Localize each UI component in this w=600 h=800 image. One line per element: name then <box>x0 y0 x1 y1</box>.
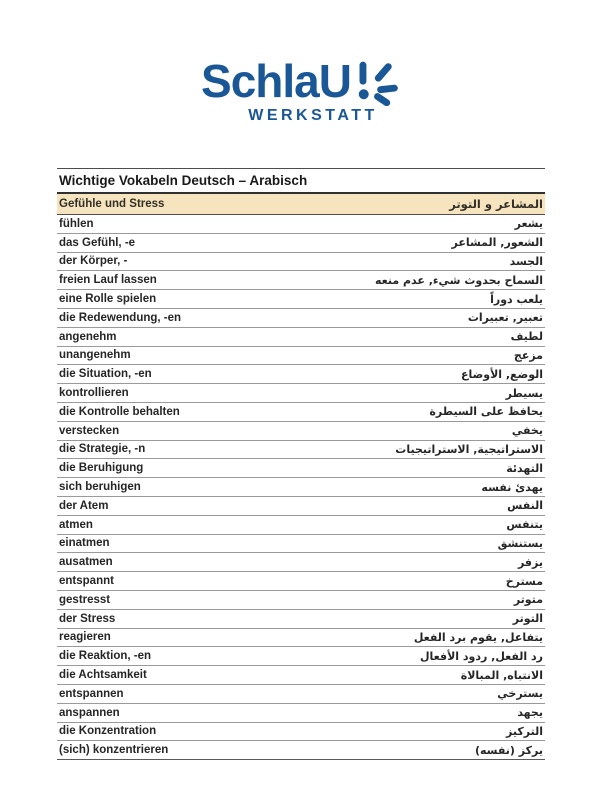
arabic-translation: الشعور, المشاعر <box>451 236 543 250</box>
german-term: einatmen <box>59 537 110 550</box>
table-row <box>57 271 545 290</box>
arabic-translation: النفس <box>507 499 543 513</box>
arabic-translation: متوتر <box>513 593 543 607</box>
table-row <box>57 591 545 610</box>
table-row <box>57 497 545 516</box>
german-term: freien Lauf lassen <box>59 274 157 287</box>
table-row <box>57 666 545 685</box>
table-row <box>57 234 545 253</box>
german-term: unangenehm <box>59 349 131 362</box>
arabic-translation: يركز (نفسه) <box>474 743 543 757</box>
vocab-table <box>57 168 545 760</box>
german-term: atmen <box>59 518 93 531</box>
german-term: das Gefühl, -e <box>59 236 136 249</box>
arabic-translation: مسترخ <box>505 574 543 588</box>
table-row <box>57 328 545 347</box>
logo <box>0 55 600 124</box>
german-term: fühlen <box>59 217 94 230</box>
arabic-translation: يزفر <box>517 555 543 569</box>
arabic-translation: يشعر <box>514 217 543 231</box>
table-row <box>57 647 545 666</box>
table-row <box>57 572 545 591</box>
german-term: die Reaktion, -en <box>59 650 152 663</box>
header-topic-german: Gefühle und Stress <box>59 198 165 210</box>
table-header-row <box>57 194 545 215</box>
german-term: gestresst <box>59 593 111 606</box>
german-term: die Beruhigung <box>59 462 144 475</box>
page-title: Wichtige Vokabeln Deutsch – Arabisch <box>57 168 545 194</box>
arabic-translation: مزعج <box>513 348 543 362</box>
german-term: angenehm <box>59 330 117 343</box>
german-term: (sich) konzentrieren <box>59 744 169 757</box>
table-row <box>57 384 545 403</box>
table-row <box>57 403 545 422</box>
german-term: die Strategie, -n <box>59 443 146 456</box>
arabic-translation: يجهد <box>517 706 543 720</box>
arabic-translation: يحافظ على السيطرة <box>429 405 543 419</box>
arabic-translation: التهدئة <box>506 461 543 475</box>
arabic-translation: الانتباه, المبالاة <box>460 668 543 682</box>
table-row <box>57 478 545 497</box>
table-row <box>57 516 545 535</box>
german-term: die Achtsamkeit <box>59 669 147 682</box>
table-row <box>57 535 545 554</box>
arabic-translation: يسترخي <box>497 687 543 701</box>
german-term: entspannt <box>59 575 114 588</box>
table-row <box>57 422 545 441</box>
table-row <box>57 441 545 460</box>
arabic-translation: يهدئ نفسه <box>481 480 543 494</box>
table-row <box>57 365 545 384</box>
german-term: eine Rolle spielen <box>59 293 157 306</box>
table-row <box>57 704 545 723</box>
logo-subtitle: WERKSTATT <box>248 107 378 124</box>
german-term: kontrollieren <box>59 387 129 400</box>
arabic-translation: لطيف <box>510 330 543 344</box>
arabic-translation: الجسد <box>509 254 543 268</box>
german-term: die Redewendung, -en <box>59 311 182 324</box>
logo-wordmark: SchlaU <box>201 55 351 107</box>
arabic-translation: السماح بحدوث شيء, عدم منعه <box>374 273 543 287</box>
german-term: entspannen <box>59 687 124 700</box>
german-term: sich beruhigen <box>59 481 141 494</box>
german-term: verstecken <box>59 424 120 437</box>
german-term: die Kontrolle behalten <box>59 405 180 418</box>
table-row <box>57 723 545 742</box>
table-row <box>57 685 545 704</box>
vocab-rows <box>57 215 545 760</box>
arabic-translation: رد الفعل, ردود الأفعال <box>420 649 543 663</box>
german-term: der Atem <box>59 499 109 512</box>
german-term: reagieren <box>59 631 111 644</box>
arabic-translation: يستنشق <box>497 536 543 550</box>
german-term: anspannen <box>59 706 120 719</box>
german-term: der Stress <box>59 612 116 625</box>
arabic-translation: يسيطر <box>505 386 543 400</box>
arabic-translation: يخفي <box>511 424 543 438</box>
arabic-translation: يتنفس <box>506 518 543 532</box>
table-row <box>57 309 545 328</box>
table-row <box>57 459 545 478</box>
german-term: ausatmen <box>59 556 113 569</box>
arabic-translation: الاستراتيجية, الاستراتيجيات <box>395 442 543 456</box>
arabic-translation: التوتر <box>512 612 543 626</box>
german-term: die Situation, -en <box>59 368 152 381</box>
arabic-translation: تعبير, تعبيرات <box>467 311 543 325</box>
table-row <box>57 741 545 760</box>
logo-top <box>201 55 399 107</box>
german-term: der Körper, - <box>59 255 128 268</box>
table-row <box>57 290 545 309</box>
table-row <box>57 347 545 366</box>
table-row <box>57 253 545 272</box>
table-row <box>57 629 545 648</box>
arabic-translation: الوضع, الأوضاع <box>460 367 543 381</box>
german-term: die Konzentration <box>59 725 157 738</box>
header-topic-arabic: المشاعر و التوتر <box>449 197 543 211</box>
arabic-translation: يلعب دوراً <box>490 292 543 306</box>
table-row <box>57 215 545 234</box>
table-row <box>57 610 545 629</box>
arabic-translation: التركيز <box>506 724 543 738</box>
table-row <box>57 553 545 572</box>
spark-burst-icon <box>353 58 399 106</box>
arabic-translation: يتفاعل, يقوم برد الفعل <box>413 630 543 644</box>
